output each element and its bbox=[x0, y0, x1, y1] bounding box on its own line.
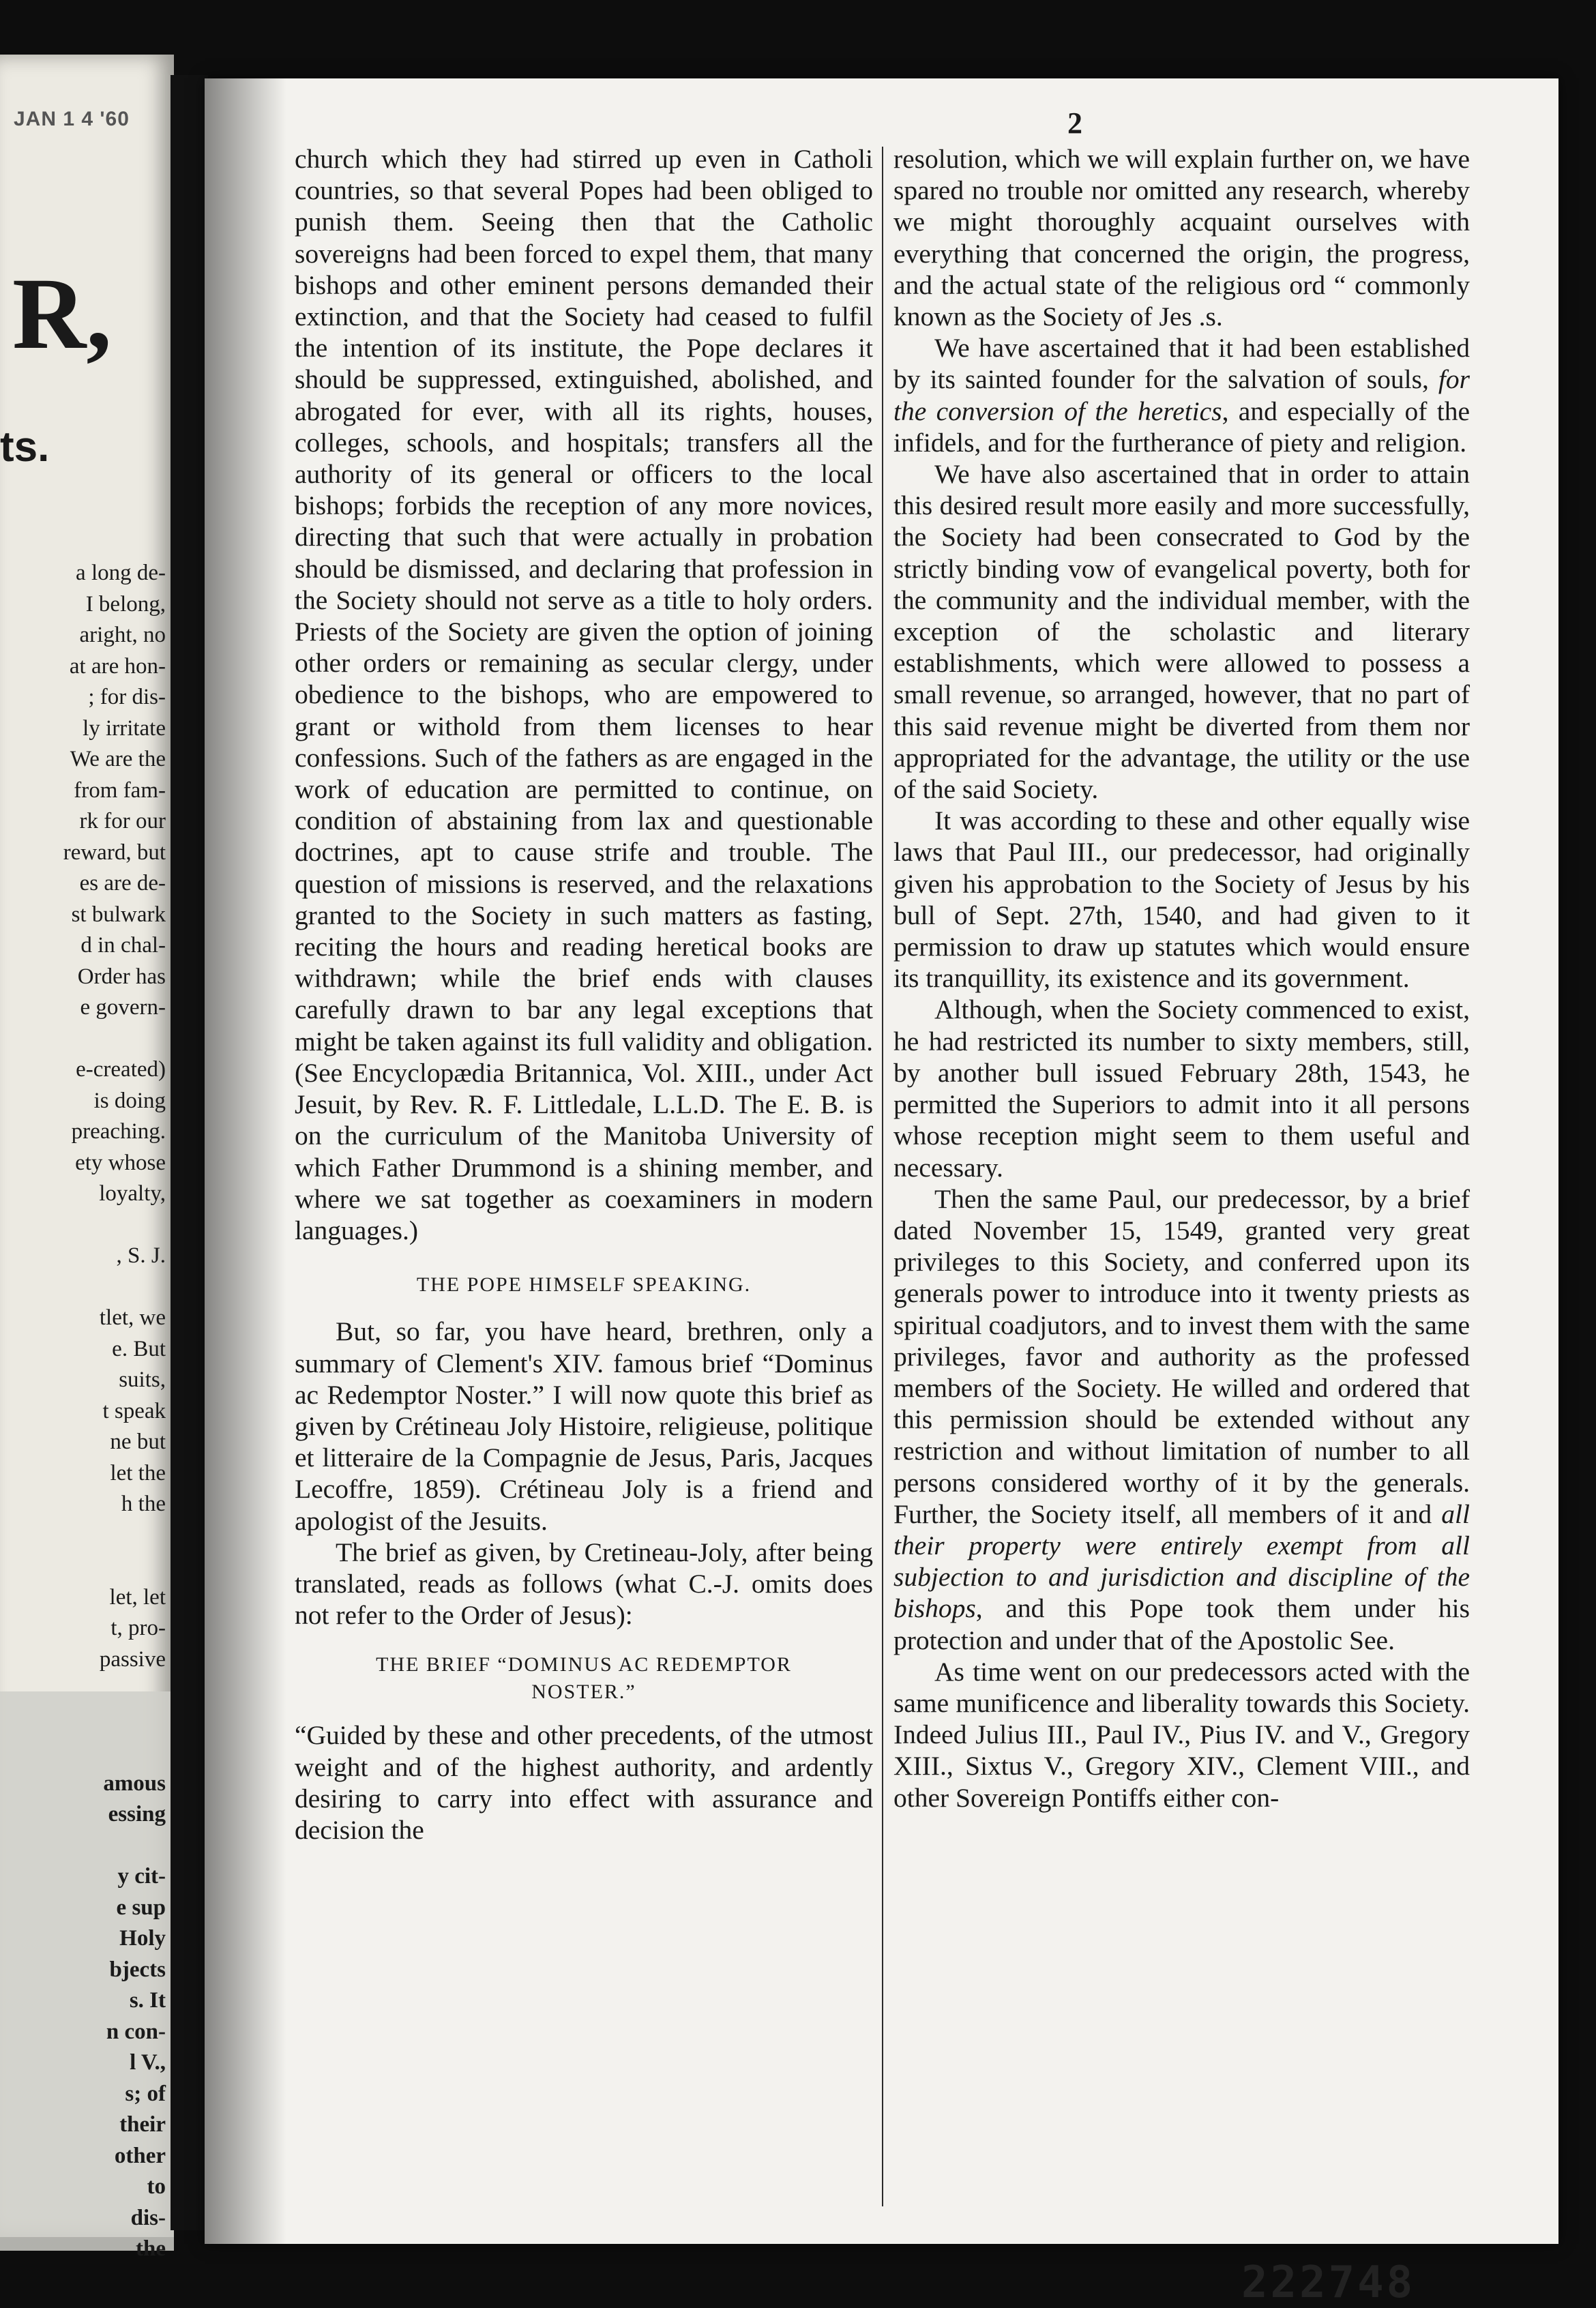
right-column bbox=[893, 143, 1470, 1814]
column-rule bbox=[882, 147, 883, 2206]
previous-page-line: at are hon- bbox=[69, 653, 166, 679]
previous-page-line: e sup bbox=[116, 1895, 166, 1920]
catalog-number: 222748 bbox=[1241, 2258, 1416, 2308]
previous-page-line: loyalty, bbox=[99, 1181, 166, 1206]
previous-page-line: let the bbox=[110, 1460, 166, 1485]
previous-page-line bbox=[0, 1737, 166, 1769]
paragraph: The brief as given, by Cretineau-Joly, after being translated, reads as follows (what C.-J. omits does not refer to the Order of Jesus): bbox=[295, 1537, 873, 1631]
previous-page-line: to bbox=[147, 2174, 166, 2199]
document-page bbox=[205, 78, 1558, 2308]
paragraph: Although, when the Society commenced to exist, he had restricted its number to sixty members, still, by another bull issued February 28th, 1543, he permitted the Superiors to admit into it all persons whose reception might seem to them useful and necessary. bbox=[893, 994, 1470, 1183]
previous-page-line: suits, bbox=[119, 1367, 166, 1392]
previous-page-line bbox=[0, 1551, 166, 1582]
previous-page-line: reward, but bbox=[63, 840, 166, 865]
previous-page-edge bbox=[0, 55, 174, 2261]
previous-page-line bbox=[0, 1210, 166, 1241]
previous-page-line: y cit- bbox=[117, 1864, 166, 1889]
previous-page-line: ; for dis- bbox=[88, 685, 166, 709]
paragraph: But, so far, you have heard, brethren, only a summary of Clement's XIV. famous brief “Dominus ac Redemptor Noster.” I will now quote this brief as given by Crétineau Joly Histoire, religieuse, politique et litteraire de la Compagnie de Jesus, Paris, Jacques Lecoffre, 1859). Crétineau Joly is a friend and apologist of the Jesuits. bbox=[295, 1316, 873, 1536]
masthead-fragment: R, bbox=[12, 257, 112, 370]
book-gutter bbox=[171, 75, 208, 2230]
previous-page-line: ly irritate bbox=[83, 715, 166, 741]
page-shadow bbox=[205, 78, 286, 2244]
previous-page-line bbox=[0, 1675, 166, 1706]
italic-phrase: all their property were entirely exempt from all subjection to and jurisdiction and discipline of the bishops bbox=[893, 1498, 1470, 1624]
previous-page-line: their bbox=[119, 2112, 166, 2137]
page-number: 2 bbox=[1067, 106, 1082, 140]
previous-page-line bbox=[0, 1520, 166, 1552]
previous-page-line: e. But bbox=[112, 1336, 166, 1361]
previous-page-line: from fam- bbox=[74, 778, 166, 803]
previous-page-line: preaching. bbox=[71, 1119, 166, 1144]
previous-page-line: d in chal- bbox=[80, 933, 166, 958]
previous-page-line: dis- bbox=[130, 2205, 166, 2230]
previous-page-line: t speak bbox=[102, 1398, 166, 1423]
paragraph: “Guided by these and other precedents, of the utmost weight and of the highest authority, and ardently desiring to carry into effect with assurance and decision the bbox=[295, 1720, 873, 1845]
previous-page-line: rk for our bbox=[79, 809, 166, 833]
previous-page-line: essing bbox=[108, 1802, 166, 1826]
previous-page-line: s. It bbox=[129, 1988, 166, 2013]
previous-page-line: tlet, we bbox=[99, 1305, 166, 1330]
section-heading: THE POPE HIMSELF SPEAKING. bbox=[416, 1273, 752, 1297]
paragraph: As time went on our predecessors acted with the same munificence and liberality towards this Society. Indeed Julius III., Paul IV., Pius IV. and V., Gregory XIII., Sixtus V., Gregory XIV., Clement VIII., and other Sovereign Pontiffs either con- bbox=[893, 1656, 1470, 1813]
previous-page-line: , S. J. bbox=[116, 1243, 166, 1268]
previous-page-line: a long de- bbox=[76, 561, 166, 585]
paragraph: It was according to these and other equally wise laws that Paul III., our predecessor, had originally given his approbation to the Society of Jesus by his bull of Sept. 27th, 1540, and had given to it permission to draw up statutes which would ensure its tranquillity, its existence and its government. bbox=[893, 805, 1470, 994]
paragraph: Then the same Paul, our predecessor, by a brief dated November 15, 1549, granted very great privileges to this Society, and conferred upon its generals power to introduce into it twenty priests as spiritual coadjutors, and to invest them with the same privileges, favor and authority as the professed members of the Society. He willed and ordered that this permission should be extended without any restriction and without limitation of number to all persons considered worthy of it by the generals. Further, the Society itself, all members of it and all their property were entirely exempt from all subjection to and jurisdiction and discipline of the bishops, and this Pope took them under his protection and under that of the Apostolic See. bbox=[893, 1183, 1470, 1655]
previous-page-line: l V., bbox=[130, 2050, 166, 2075]
subheading-fragment: ts. bbox=[0, 424, 50, 471]
previous-page-line: Holy bbox=[119, 1926, 166, 1951]
previous-page-line: ne but bbox=[110, 1430, 166, 1454]
previous-page-line: s; of bbox=[125, 2081, 166, 2106]
previous-page-line: We are the bbox=[70, 747, 166, 771]
previous-page-line: e-created) bbox=[76, 1057, 166, 1082]
previous-page-line: bjects bbox=[109, 1957, 166, 1982]
section-heading: THE BRIEF “DOMINUS AC REDEMPTOR NOSTER.” bbox=[376, 1653, 792, 1704]
previous-page-line: n con- bbox=[106, 2019, 166, 2044]
previous-page-line: is doing bbox=[93, 1088, 166, 1113]
previous-page-line bbox=[0, 1831, 166, 1862]
paragraph: We have ascertained that it had been established by its sainted founder for the salvation of souls, for the conversion of the heretics, and especially of the infidels, and for the furtherance of piety and religion. bbox=[893, 333, 1470, 458]
paragraph: We have also ascertained that in order to attain this desired result more easily and more successfully, the Society had been consecrated to God by the strictly binding vow of evangelical poverty, both for the community and the individual member, with the exception of the scholastic and literary establishments, which were allowed to possess a small revenue, so arranged, however, that no part of this said revenue might be diverted from them nor appropriated for the advantage, the utility or the use of the said Society. bbox=[893, 459, 1470, 805]
previous-page-line bbox=[0, 1272, 166, 1303]
previous-page-line: the bbox=[136, 2236, 166, 2261]
previous-page-line: aright, no bbox=[79, 623, 166, 647]
left-column bbox=[295, 143, 873, 1846]
previous-page-text bbox=[0, 558, 166, 2265]
previous-page-line: e govern- bbox=[80, 995, 166, 1020]
paragraph: resolution, which we will explain further on, we have spared no trouble nor omitted any research, whereby we might thoroughly acquaint ourselves with everything that concerned the origin, the progress, and the actual state of the religious ord “ commonly known as the Society of Jes .s. bbox=[893, 144, 1470, 332]
previous-page-line: Order has bbox=[77, 964, 166, 989]
previous-page-line: amous bbox=[103, 1771, 166, 1796]
previous-page-line: t, pro- bbox=[110, 1616, 166, 1640]
previous-page-line: es are de- bbox=[79, 871, 166, 896]
previous-page-line: h the bbox=[121, 1492, 166, 1516]
previous-page-line bbox=[0, 1024, 166, 1055]
italic-phrase: for the conversion of the heretics bbox=[893, 364, 1470, 426]
previous-page-line: st bulwark bbox=[71, 902, 166, 927]
date-stamp: JAN 1 4 '60 bbox=[14, 108, 130, 130]
previous-page-line: let, let bbox=[109, 1584, 166, 1610]
previous-page-line: I belong, bbox=[85, 591, 166, 617]
previous-page-line: other bbox=[114, 2143, 166, 2168]
previous-page-line: ety whose bbox=[75, 1150, 166, 1175]
paragraph: church which they had stirred up even in Catholi countries, so that several Popes had been obliged to punish them. Seeing then that the Catholic sovereigns had been forced to expel them, that many bishops and other eminent persons demanded their extinction, and that the Society had ceased to fulfil the intention of its institute, the Pope declares it should be suppressed, extinguished, abolished, and abrogated for ever, with all its rights, houses, colleges, schools, and hospitals; transfers all the authority of its general or officers to the local bishops; forbids the reception of any more novices, directing that such that were actually in probation should be dismissed, and declaring that profession in the Society should not serve as a title to holy orders. Priests of the Society are given the option of joining other orders or remaining as secular clergy, under obedience to the bishops, who are empowered to grant or withold from them licenses to hear confessions. Such of the fathers as are engaged in the work of education are permitted to continue, on condition of abstaining from lax and questionable doctrines, apt to cause strife and trouble. The question of missions is reserved, and the relaxations granted to the Society in such matters as fasting, reciting the hours and reading heretical books are withdrawn; while the brief ends with clauses carefully drawn to bar any legal exceptions that might be taken against its full validity and obligation. (See Encyclopædia Britannica, Vol. XIII., under Act Jesuit, by Rev. R. F. Littledale, L.L.D. The E. B. is on the curriculum of the Manitoba University of which Father Drummond is a shining member, and where we sat together as coexaminers in modern languages.) bbox=[295, 144, 873, 1245]
previous-page-line: passive bbox=[99, 1646, 166, 1672]
previous-page-line bbox=[0, 1706, 166, 1738]
